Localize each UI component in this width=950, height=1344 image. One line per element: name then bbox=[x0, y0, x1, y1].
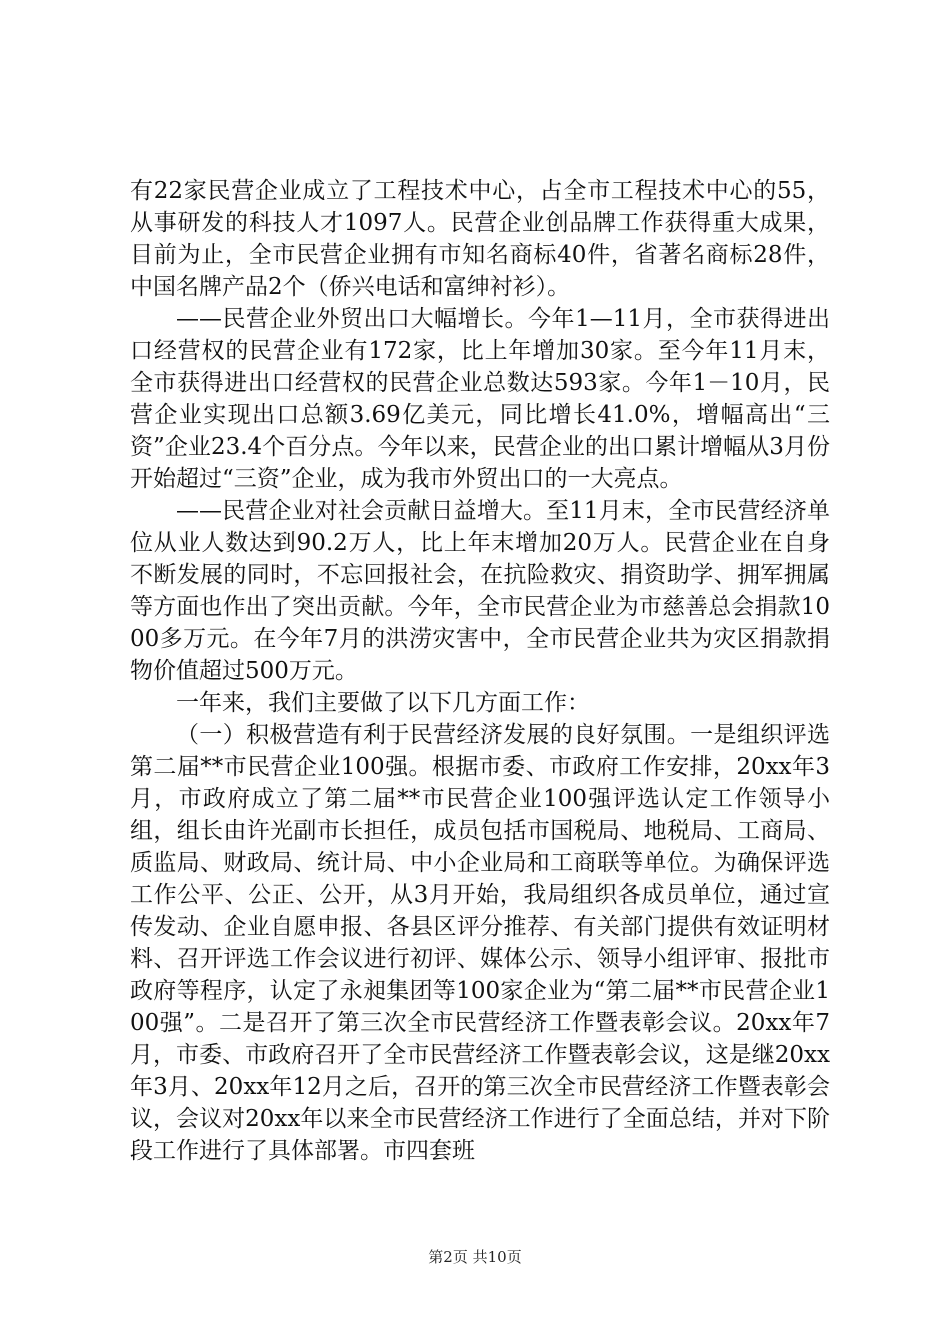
paragraph-5: （一）积极营造有利于民营经济发展的良好氛围。一是组织评选第二届**市民营企业100强。根据市委、市政府工作安排，20xx年3月，市政府成立了第二届**市民营企业100强评选认定工作领导小组，组长由许光副市长担任，成员包括市国税局、地税局、工商局、质监局、财政局、统计局、中小企业局和工商联等单位。为确保评选工作公平、公正、公开，从3月开始，我局组织各成员单位，通过宣传发动、企业自愿申报、各县区评分推荐、有关部门提供有效证明材料、召开评选工作会议进行初评、媒体公示、领导小组评审、报批市政府等程序，认定了永昶集团等100家企业为“第二届**市民营企业100强”。二是召开了第三次全市民营经济工作暨表彰会议。20xx年7月，市委、市政府召开了全市民营经济工作暨表彰会议，这是继20xx年3月、20xx年12月之后，召开的第三次全市民营经济工作暨表彰会议，会议对20xx年以来全市民营经济工作进行了全面总结，并对下阶段工作进行了具体部署。市四套班 bbox=[130, 722, 830, 1164]
paragraph-3: ——民营企业对社会贡献日益增大。至11月末，全市民营经济单位从业人数达到90.2万人，比上年末增加20万人。民营企业在自身不断发展的同时，不忘回报社会，在抗险救灾、捐资助学、拥军拥属等方面也作出了突出贡献。今年，全市民营企业为市慈善总会捐款1000多万元。在今年7月的洪涝灾害中，全市民营企业共为灾区捐款捐物价值超过500万元。 bbox=[130, 498, 830, 684]
page-footer: 第2页 共10页 bbox=[428, 1248, 522, 1266]
paragraph-1: 有22家民营企业成立了工程技术中心，占全市工程技术中心的55，从事研发的科技人才1097人。民营企业创品牌工作获得重大成果，目前为止，全市民营企业拥有市知名商标40件，省著名商标28件，中国名牌产品2个（侨兴电话和富绅衬衫）。 bbox=[130, 178, 830, 300]
paragraph-2: ——民营企业外贸出口大幅增长。今年1—11月，全市获得进出口经营权的民营企业有172家，比上年增加30家。至今年11月末，全市获得进出口经营权的民营企业总数达593家。今年1－10月，民营企业实现出口总额3.69亿美元，同比增长41.0%，增幅高出“三资”企业23.4个百分点。今年以来，民营企业的出口累计增幅从3月份开始超过“三资”企业，成为我市外贸出口的一大亮点。 bbox=[130, 306, 830, 492]
document-body bbox=[130, 175, 830, 1167]
paragraph-4: 一年来，我们主要做了以下几方面工作： bbox=[176, 690, 590, 716]
